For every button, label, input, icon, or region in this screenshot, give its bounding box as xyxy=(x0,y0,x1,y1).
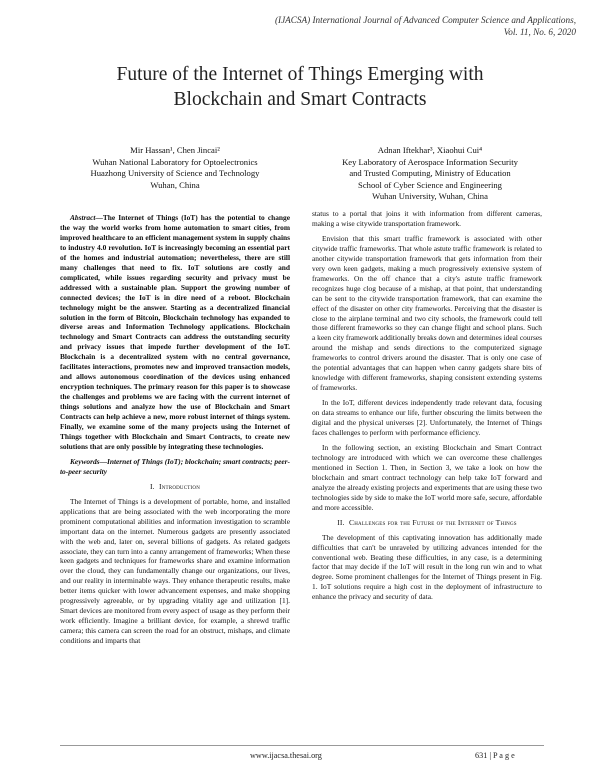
author-names: Adnan Iftekhar³, Xiaohui Cui⁴ xyxy=(377,145,483,155)
paper-title xyxy=(40,62,560,112)
author-names: Mir Hassan¹, Chen Jincai² xyxy=(130,145,220,155)
paragraph: Envision that this smart traffic framework is associated with other citywide traffic frameworks. That whole astute traffic framework is related to another citywide transportation framework that gets information from their very own keen gadgets, making a much progressively extensive system of frameworks. On the off chance that a city's astute traffic framework recognizes huge clog because of a mishap, at that point, that understanding can be sent to the citywide transportation framework, that can examine the effect of the disaster on other city frameworks. Perceiving that the disaster is close to the airplane terminal and two city schools, the framework could tell those different frameworks so they can change flight and school plans. Such a keen city framework additionally breaks down and determines ideal courses around the mishap and sends directions to the computerized signage frameworks to control drivers around the disaster. That is only one case of the potential advantages that can happen when canny gadgets share bits of knowledge with different frameworks, shaping consistent extending systems of frameworks. xyxy=(312,233,542,393)
author-block-left xyxy=(60,145,290,191)
keywords-label: Keywords— xyxy=(70,456,107,466)
section-heading-2 xyxy=(312,518,542,528)
keywords xyxy=(60,457,290,477)
section-number: I. xyxy=(149,481,155,491)
affiliation: Wuhan University, Wuhan, China xyxy=(372,191,488,202)
paragraph: The Internet of Things is a development of portable, home, and installed applications that are being associated with the web incorporating the more prominent computational abilities and information investigation to scramble important data on the internet. Numerous gadgets are presently associated with the web and, later on, several billions of gadgets. As related gadgets associate, they can turn into a canny arrangement of frameworks; When these keen gadgets and techniques for frameworks share and examine information over the cloud, they can fundamentally change our organizations, our lives, and our reality in interminable ways. They enhance therapeutic results, make better items quicker with lower advancement expenses, and make shopping progressively agreeable, or by upgrading vitality age and utilization [1]. Smart devices are monitored from every aspect of usage as they perform their work efficiently. Imagine a brilliant device, for example, a shrewd traffic camera; this camera can screen the road for an obstruct, mishaps, and climate conditions and imparts that xyxy=(60,496,290,646)
section-title: Challenges for the Future of the Internet of Things xyxy=(348,517,517,527)
paragraph: In the following section, an existing Blockchain and Smart Contract technology are introduced with which we can overcome these challenges mentioned in Section 1. Then, in Section 3, we take a look on how the blockchain and smart contract technology can help take IoT forward and analyze the already existing projects and experiments that are using these two technologies side by side to make the IoT world more safe, secure, affordable and more accessible. xyxy=(312,442,542,512)
section-heading-1 xyxy=(60,482,290,492)
affiliation: Wuhan National Laboratory for Optoelectronics xyxy=(92,156,258,167)
affiliation: and Trusted Computing, Ministry of Education xyxy=(349,168,511,179)
journal-header xyxy=(275,14,576,38)
affiliation: School of Cyber Science and Engineering xyxy=(358,179,502,190)
footer-page-number: 631 | P a g e xyxy=(475,751,515,760)
keywords-text: Internet of Things (IoT); blockchain; smart contracts; peer-to-peer security xyxy=(60,456,290,476)
abstract-text: The Internet of Things (IoT) has the potential to change the way the world works from home automation to smart cities, from improved healthcare to an efficient management system in supply chains to industry 4.0 revolution. IoT is increasingly becoming an essential part of the homes and industrial automation; nevertheless, there are still many challenges that need to fix. IoT solutions are costly and complicated, while issues regarding security and privacy must be addressed with a sustainable plan. Support the growing number of connected devices; the IoT is in dire need of a reboot. Blockchain technology might be the answer. Starting as a decentralized financial solution in the form of Bitcoin, Blockchain technology has expanded to diverse areas and Information Technology applications. Blockchain technology and Smart Contracts can address the outstanding security and privacy issues that impede further development of the IoT. Blockchain is a decentralized system with no central governance, facilitates interactions, promotes new and improved transaction models, and allows autonomous coordination of the devices using enhanced encryption techniques. The primary reason for this paper is to showcase the challenges and problems we are facing with the current internet of things solutions and analyze how the use of Blockchain and Smart Contracts can help achieve a new, more robust internet of things system. Finally, we examine some of the many projects using the Internet of Things together with Blockchain and Smart Contracts, to create new solutions that are only possible by integrating these technologies. xyxy=(60,213,290,451)
abstract-label: Abstract— xyxy=(70,213,103,222)
author-block-right xyxy=(310,145,550,203)
footer-divider xyxy=(60,745,544,746)
title-line-1: Future of the Internet of Things Emerging with xyxy=(116,64,484,85)
section-number: II. xyxy=(337,517,345,527)
footer-url: www.ijacsa.thesai.org xyxy=(250,751,322,760)
paragraph: status to a portal that joins it with information from different cameras, making a wise citywide transportation framework. xyxy=(312,209,542,228)
paragraph: The development of this captivating innovation has additionally made difficulties that can't be unraveled by utilizing advances intended for the conventional web. Beating these difficulties, in any case, is a determining factor that may decide if the IoT will result in the long run win and to what degree. Some prominent challenges for the Internet of Things present in Fig. 1. IoT solutions require a high cost in the deployment of infrastructure to enhance the privacy and security of data. xyxy=(312,532,542,602)
title-line-2: Blockchain and Smart Contracts xyxy=(173,89,427,110)
affiliation: Wuhan, China xyxy=(150,179,200,190)
journal-volume: Vol. 11, No. 6, 2020 xyxy=(503,27,576,37)
affiliation: Key Laboratory of Aerospace Information Security xyxy=(342,156,518,167)
paragraph: In the IoT, different devices independently trade relevant data, focusing on data streams to enhance our life, further obscuring the limits between the digital and the physical universes [2]. Unfortunately, the Internet of Things faces challenges to perform with performance efficiency. xyxy=(312,398,542,438)
journal-name: (IJACSA) International Journal of Advanced Computer Science and Applications, xyxy=(274,15,576,25)
right-column xyxy=(312,209,542,607)
section-title: Introduction xyxy=(158,481,201,491)
abstract xyxy=(60,213,290,452)
affiliation: Huazhong University of Science and Technology xyxy=(90,168,260,179)
left-column xyxy=(60,213,290,651)
